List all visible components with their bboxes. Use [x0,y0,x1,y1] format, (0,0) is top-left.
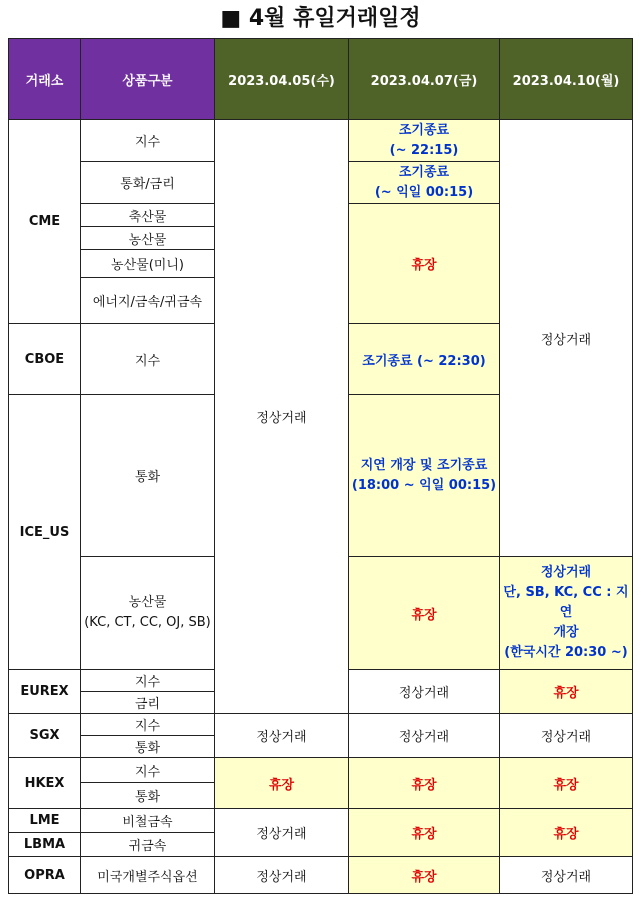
status-cell: 휴장 [500,758,633,809]
exchange-hkex: HKEX [9,758,81,809]
status-line: (한국시간 20:30 ~) [504,645,628,660]
status-line: 정상거래 [540,565,592,580]
table-row [9,857,633,894]
exchange-opra: OPRA [9,857,81,894]
header-product: 상품구분 [81,39,215,120]
exchange-lbma: LBMA [9,833,81,857]
table-row [9,120,633,162]
status-line: 지연 개장 및 조기종료 [360,457,488,473]
status-line: (~ 22:15) [389,142,459,158]
product-cell: 에너지/금속/귀금속 [81,278,215,324]
product-cell [81,557,215,670]
status-line: 조기종료 [398,122,450,138]
status-cell: 정상거래 [215,120,349,714]
status-cell [349,395,500,557]
status-cell: 휴장 [500,809,633,857]
header-date-3: 2023.04.10(월) [500,39,633,120]
product-cell: 통화/금리 [81,162,215,204]
status-cell: 휴장 [349,758,500,809]
header-date-2: 2023.04.07(금) [349,39,500,120]
page-title: ■ 4월 휴일거래일정 [220,6,421,31]
product-cell: 지수 [81,324,215,395]
status-cell: 휴장 [349,857,500,894]
product-cell: 지수 [81,670,215,692]
product-cell: 지수 [81,714,215,736]
product-cell: 귀금속 [81,833,215,857]
header-date-1: 2023.04.05(수) [215,39,349,120]
status-cell: 정상거래 [349,714,500,758]
status-cell: 정상거래 [500,714,633,758]
status-cell: 휴장 [500,670,633,714]
status-line: (18:00 ~ 익일 00:15) [351,477,497,493]
product-line: 농산물 [128,595,167,610]
product-line: (KC, CT, CC, OJ, SB) [84,615,211,630]
holiday-schedule-table [8,38,633,894]
status-cell [349,162,500,204]
product-cell: 농산물(미니) [81,250,215,278]
status-cell: 정상거래 [215,857,349,894]
status-cell: 정상거래 [500,120,633,557]
product-cell: 금리 [81,692,215,714]
table-row [9,809,633,833]
status-cell [349,120,500,162]
status-cell: 휴장 [349,204,500,324]
exchange-cboe: CBOE [9,324,81,395]
status-cell: 정상거래 [215,809,349,857]
status-line: 개장 [553,625,579,640]
exchange-lme: LME [9,809,81,833]
status-line: 단, SB, KC, CC : 지연 [503,585,629,620]
status-line: 조기종료 [398,164,450,180]
exchange-eurex: EUREX [9,670,81,714]
exchange-cme: CME [9,120,81,324]
table-row [9,714,633,736]
status-cell: 정상거래 [349,670,500,714]
table-row [9,758,633,783]
status-cell: 정상거래 [500,857,633,894]
product-cell: 통화 [81,395,215,557]
product-cell: 농산물 [81,227,215,250]
status-cell: 조기종료 (~ 22:30) [349,324,500,395]
status-cell: 정상거래 [215,714,349,758]
header-exchange: 거래소 [9,39,81,120]
product-cell: 비철금속 [81,809,215,833]
exchange-ice-us: ICE_US [9,395,81,670]
product-cell: 통화 [81,783,215,809]
product-cell: 지수 [81,120,215,162]
status-cell: 휴장 [215,758,349,809]
product-cell: 축산물 [81,204,215,227]
product-cell: 지수 [81,758,215,783]
status-cell: 휴장 [349,809,500,857]
status-cell [500,557,633,670]
product-cell: 미국개별주식옵션 [81,857,215,894]
header-row [9,39,633,120]
product-cell: 통화 [81,736,215,758]
exchange-sgx: SGX [9,714,81,758]
status-cell: 휴장 [349,557,500,670]
status-line: (~ 익일 00:15) [374,184,474,200]
